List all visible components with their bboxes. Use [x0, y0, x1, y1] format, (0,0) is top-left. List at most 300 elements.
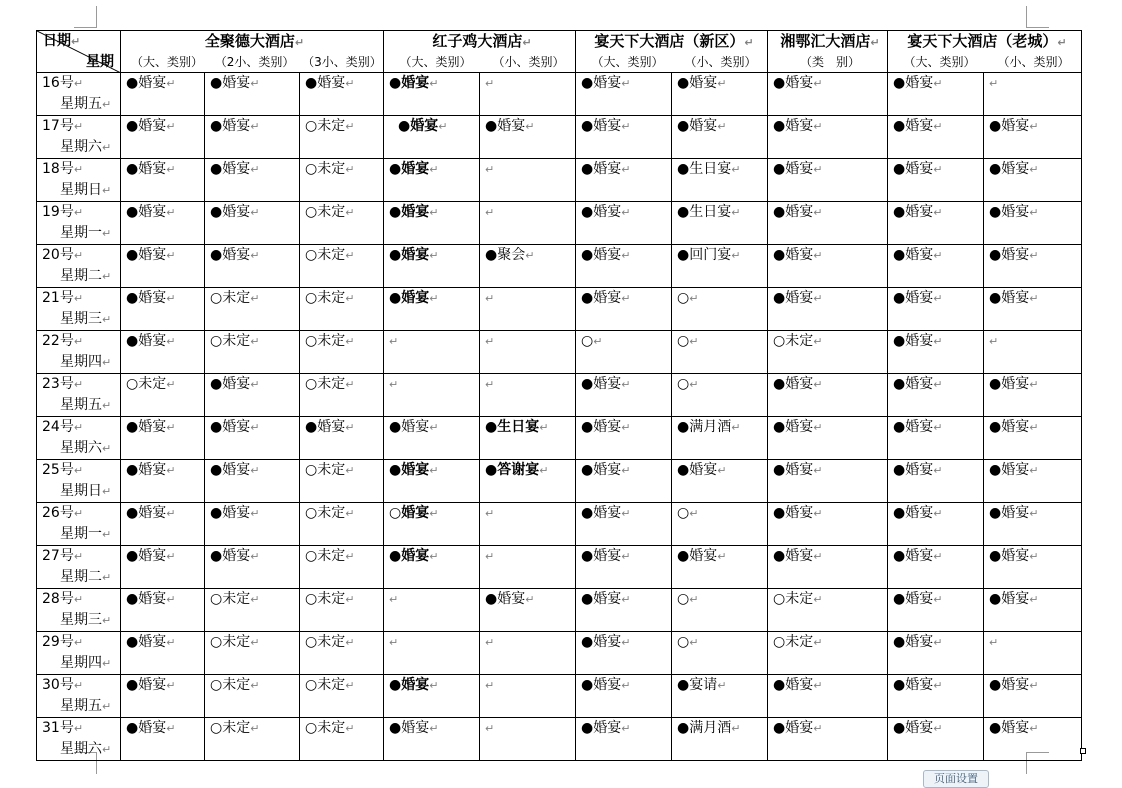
booking-cell	[121, 116, 205, 159]
paragraph-mark: ↵	[345, 292, 355, 305]
paragraph-mark: ↵	[1029, 292, 1039, 305]
booking-cell	[300, 288, 384, 331]
booking-cell	[768, 632, 888, 675]
banquet-schedule-table	[36, 30, 1082, 761]
table-row	[37, 73, 1082, 116]
paragraph-mark: ↵	[250, 507, 260, 520]
booking-cell	[205, 460, 300, 503]
day-number: 25号↵	[42, 462, 84, 478]
paragraph-mark: ↵	[717, 679, 727, 692]
booking-cell	[300, 73, 384, 116]
booking-cell	[480, 331, 576, 374]
booking-status: ●婚宴	[677, 75, 718, 91]
booking-cell	[300, 718, 384, 761]
paragraph-mark: ↵	[731, 206, 741, 219]
date-cell	[37, 288, 121, 331]
paragraph-mark: ↵	[429, 206, 439, 219]
booking-cell	[300, 202, 384, 245]
paragraph-mark: ↵	[1029, 507, 1039, 520]
paragraph-mark: ↵	[621, 679, 631, 692]
booking-status: ○未定	[210, 591, 251, 607]
booking-status: ●婚宴	[305, 419, 346, 435]
booking-status: ○	[677, 333, 690, 349]
booking-status: ●婚宴	[989, 161, 1030, 177]
day-number: 16号↵	[42, 75, 84, 91]
table-row	[37, 503, 1082, 546]
day-number: 23号↵	[42, 376, 84, 392]
table-row	[37, 202, 1082, 245]
table-row	[37, 288, 1082, 331]
booking-status: ●婚宴	[893, 720, 934, 736]
booking-status: ●婚宴	[581, 204, 622, 220]
paragraph-mark: ↵	[933, 206, 943, 219]
booking-status: ●婚宴	[210, 376, 251, 392]
venue-header-yantianxia-new	[576, 31, 768, 73]
booking-cell	[121, 460, 205, 503]
paragraph-mark: ↵	[689, 507, 699, 520]
crop-mark	[96, 6, 97, 28]
booking-status: ●婚宴	[893, 548, 934, 564]
paragraph-mark: ↵	[621, 722, 631, 735]
booking-cell	[205, 374, 300, 417]
booking-status: ●婚宴	[210, 462, 251, 478]
booking-status: ●婚宴	[210, 505, 251, 521]
booking-status: ●婚宴	[398, 118, 439, 134]
booking-status: ●婚宴	[210, 118, 251, 134]
booking-cell	[888, 632, 984, 675]
booking-status: ●婚宴	[989, 376, 1030, 392]
paragraph-mark: ↵	[250, 163, 260, 176]
booking-cell	[768, 546, 888, 589]
booking-status: ○	[677, 634, 690, 650]
venue-subheader: （大、类别）	[903, 55, 976, 69]
paragraph-mark: ↵	[345, 679, 355, 692]
booking-status: ●生日宴	[677, 161, 732, 177]
booking-cell	[888, 245, 984, 288]
booking-cell	[384, 73, 480, 116]
booking-cell	[121, 546, 205, 589]
booking-cell	[121, 331, 205, 374]
paragraph-mark: ↵	[717, 550, 727, 563]
table-row	[37, 589, 1082, 632]
paragraph-mark: ↵	[813, 636, 823, 649]
table-row	[37, 159, 1082, 202]
booking-cell	[984, 374, 1082, 417]
booking-status: ●婚宴	[989, 548, 1030, 564]
day-number: 29号↵	[42, 634, 84, 650]
paragraph-mark: ↵	[1029, 679, 1039, 692]
booking-status: ●婚宴	[126, 591, 167, 607]
paragraph-mark: ↵	[250, 636, 260, 649]
booking-cell	[576, 589, 672, 632]
booking-cell	[576, 159, 672, 202]
paragraph-mark: ↵	[933, 550, 943, 563]
booking-cell	[888, 460, 984, 503]
date-cell	[37, 374, 121, 417]
booking-cell	[205, 546, 300, 589]
date-label: 日期↵	[43, 33, 81, 49]
table-row	[37, 417, 1082, 460]
booking-status: ●宴请	[677, 677, 718, 693]
booking-cell	[984, 546, 1082, 589]
paragraph-mark: ↵	[485, 77, 495, 90]
weekday: 星期二↵	[60, 268, 112, 284]
paragraph-mark: ↵	[389, 636, 399, 649]
booking-status: ●婚宴	[773, 75, 814, 91]
booking-cell	[576, 288, 672, 331]
paragraph-mark: ↵	[539, 464, 549, 477]
booking-status: ●婚宴	[126, 720, 167, 736]
booking-status: ●满月酒	[677, 419, 732, 435]
booking-status: ●婚宴	[126, 505, 167, 521]
paragraph-mark: ↵	[250, 378, 260, 391]
booking-status: ●聚会	[485, 247, 526, 263]
booking-cell	[768, 73, 888, 116]
booking-cell	[888, 503, 984, 546]
paragraph-mark: ↵	[813, 464, 823, 477]
booking-cell	[984, 460, 1082, 503]
booking-status: ●婚宴	[126, 333, 167, 349]
booking-status: ●婚宴	[581, 720, 622, 736]
booking-status: ○未定	[773, 333, 814, 349]
paragraph-mark: ↵	[1029, 163, 1039, 176]
booking-cell	[300, 503, 384, 546]
paragraph-mark: ↵	[389, 593, 399, 606]
day-number: 24号↵	[42, 419, 84, 435]
paragraph-mark: ↵	[166, 550, 176, 563]
booking-cell	[672, 503, 768, 546]
table-row	[37, 245, 1082, 288]
booking-cell	[576, 374, 672, 417]
paragraph-mark: ↵	[345, 593, 355, 606]
day-number: 18号↵	[42, 161, 84, 177]
weekday: 星期三↵	[60, 311, 112, 327]
paragraph-mark: ↵	[166, 464, 176, 477]
paragraph-mark: ↵	[250, 421, 260, 434]
booking-cell	[672, 675, 768, 718]
paragraph-mark: ↵	[813, 77, 823, 90]
venue-subheader: （小、类别）	[492, 55, 565, 69]
paragraph-mark: ↵	[429, 679, 439, 692]
booking-cell	[984, 718, 1082, 761]
paragraph-mark: ↵	[1029, 206, 1039, 219]
booking-status: ○未定	[210, 333, 251, 349]
weekday: 星期五↵	[60, 397, 112, 413]
booking-cell	[672, 374, 768, 417]
weekday: 星期三↵	[60, 612, 112, 628]
day-number: 22号↵	[42, 333, 84, 349]
booking-status: ○未定	[773, 591, 814, 607]
booking-cell	[300, 331, 384, 374]
weekday: 星期五↵	[60, 698, 112, 714]
day-number: 17号↵	[42, 118, 84, 134]
paragraph-mark: ↵	[166, 421, 176, 434]
booking-status: ○未定	[305, 505, 346, 521]
booking-status: ○未定	[305, 634, 346, 650]
paragraph-mark: ↵	[485, 335, 495, 348]
booking-status: ●婚宴	[893, 634, 934, 650]
paragraph-mark: ↵	[1029, 550, 1039, 563]
date-cell	[37, 503, 121, 546]
date-cell	[37, 159, 121, 202]
booking-status: ●婚宴	[893, 376, 934, 392]
booking-cell	[480, 546, 576, 589]
booking-status: ●婚宴	[389, 75, 430, 91]
booking-status: ●婚宴	[389, 548, 430, 564]
paragraph-mark: ↵	[166, 77, 176, 90]
paragraph-mark: ↵	[813, 206, 823, 219]
booking-status: ●婚宴	[485, 591, 526, 607]
day-number: 27号↵	[42, 548, 84, 564]
paragraph-mark: ↵	[389, 335, 399, 348]
booking-cell	[984, 159, 1082, 202]
booking-cell	[480, 159, 576, 202]
paragraph-mark: ↵	[933, 679, 943, 692]
booking-status: ○未定	[305, 720, 346, 736]
booking-status: ○未定	[126, 376, 167, 392]
booking-status: ○	[677, 505, 690, 521]
booking-status: ○未定	[210, 290, 251, 306]
weekday: 星期六↵	[60, 139, 112, 155]
booking-cell	[384, 718, 480, 761]
table-resize-handle[interactable]	[1080, 748, 1086, 754]
weekday: 星期五↵	[60, 96, 112, 112]
booking-cell	[384, 331, 480, 374]
day-number: 28号↵	[42, 591, 84, 607]
booking-status: ●婚宴	[989, 247, 1030, 263]
booking-status: ○未定	[210, 634, 251, 650]
paragraph-mark: ↵	[166, 335, 176, 348]
date-cell	[37, 73, 121, 116]
paragraph-mark: ↵	[525, 593, 535, 606]
booking-cell	[576, 417, 672, 460]
booking-status: ●婚宴	[893, 118, 934, 134]
paragraph-mark: ↵	[485, 163, 495, 176]
booking-status: ●婚宴	[210, 419, 251, 435]
paragraph-mark: ↵	[250, 550, 260, 563]
paragraph-mark: ↵	[717, 464, 727, 477]
table-row	[37, 632, 1082, 675]
booking-cell	[205, 73, 300, 116]
paragraph-mark: ↵	[933, 77, 943, 90]
booking-cell	[984, 503, 1082, 546]
booking-status: ●婚宴	[989, 720, 1030, 736]
booking-cell	[576, 460, 672, 503]
paragraph-mark: ↵	[621, 636, 631, 649]
booking-cell	[984, 589, 1082, 632]
booking-cell	[121, 159, 205, 202]
booking-cell	[768, 718, 888, 761]
booking-cell	[205, 288, 300, 331]
booking-cell	[888, 675, 984, 718]
booking-status: ●婚宴	[126, 290, 167, 306]
booking-cell	[300, 159, 384, 202]
booking-cell	[480, 589, 576, 632]
paragraph-mark: ↵	[345, 507, 355, 520]
booking-status: ●满月酒	[677, 720, 732, 736]
booking-cell	[384, 546, 480, 589]
booking-status: ○	[677, 376, 690, 392]
booking-status: ●回门宴	[677, 247, 732, 263]
paragraph-mark: ↵	[485, 378, 495, 391]
crop-mark	[74, 27, 96, 28]
paragraph-mark: ↵	[1029, 464, 1039, 477]
paragraph-mark: ↵	[485, 507, 495, 520]
day-number: 21号↵	[42, 290, 84, 306]
booking-cell	[300, 460, 384, 503]
booking-status: ●婚宴	[581, 505, 622, 521]
paragraph-mark: ↵	[485, 679, 495, 692]
paragraph-mark: ↵	[731, 249, 741, 262]
booking-status: ●答谢宴	[485, 462, 540, 478]
paragraph-mark: ↵	[166, 593, 176, 606]
booking-status: ●婚宴	[126, 548, 167, 564]
booking-cell	[384, 202, 480, 245]
paragraph-mark: ↵	[485, 722, 495, 735]
day-number: 31号↵	[42, 720, 84, 736]
day-number: 19号↵	[42, 204, 84, 220]
booking-status: ○未定	[305, 462, 346, 478]
paragraph-mark: ↵	[621, 378, 631, 391]
paragraph-mark: ↵	[689, 378, 699, 391]
booking-cell	[984, 202, 1082, 245]
venue-header-quanjude	[121, 31, 384, 73]
booking-status: ●婚宴	[581, 419, 622, 435]
day-number: 26号↵	[42, 505, 84, 521]
paragraph-mark: ↵	[345, 163, 355, 176]
venue-name: 湘鄂汇大酒店↵	[780, 32, 880, 50]
booking-cell	[576, 718, 672, 761]
booking-status: ●婚宴	[893, 462, 934, 478]
paragraph-mark: ↵	[250, 77, 260, 90]
booking-status: ○未定	[305, 333, 346, 349]
booking-cell	[300, 374, 384, 417]
booking-status: ●婚宴	[677, 118, 718, 134]
booking-cell	[672, 202, 768, 245]
paragraph-mark: ↵	[813, 120, 823, 133]
booking-status: ●婚宴	[989, 290, 1030, 306]
venue-subheader: （2小、类别）	[214, 55, 295, 69]
booking-cell	[888, 116, 984, 159]
paragraph-mark: ↵	[1029, 378, 1039, 391]
booking-status: ●婚宴	[389, 161, 430, 177]
paragraph-mark: ↵	[429, 550, 439, 563]
booking-status: ●婚宴	[893, 204, 934, 220]
booking-status: ●婚宴	[773, 419, 814, 435]
booking-cell	[121, 374, 205, 417]
paragraph-mark: ↵	[345, 120, 355, 133]
booking-cell	[984, 417, 1082, 460]
booking-cell	[480, 718, 576, 761]
booking-status: ●婚宴	[126, 247, 167, 263]
paragraph-mark: ↵	[813, 593, 823, 606]
booking-cell	[480, 374, 576, 417]
booking-cell	[888, 718, 984, 761]
booking-cell	[768, 675, 888, 718]
paragraph-mark: ↵	[813, 292, 823, 305]
table-row	[37, 374, 1082, 417]
paragraph-mark: ↵	[166, 722, 176, 735]
booking-cell	[121, 202, 205, 245]
booking-cell	[300, 417, 384, 460]
booking-status: ●婚宴	[989, 462, 1030, 478]
paragraph-mark: ↵	[429, 507, 439, 520]
booking-cell	[205, 116, 300, 159]
booking-cell	[768, 116, 888, 159]
paragraph-mark: ↵	[731, 163, 741, 176]
paragraph-mark: ↵	[166, 378, 176, 391]
paragraph-mark: ↵	[989, 335, 999, 348]
booking-cell	[888, 374, 984, 417]
booking-cell	[984, 675, 1082, 718]
booking-cell	[888, 73, 984, 116]
booking-status: ●婚宴	[389, 462, 430, 478]
paragraph-mark: ↵	[166, 249, 176, 262]
booking-cell	[672, 331, 768, 374]
booking-cell	[121, 417, 205, 460]
booking-status: ●婚宴	[210, 161, 251, 177]
paragraph-mark: ↵	[689, 292, 699, 305]
paragraph-mark: ↵	[621, 163, 631, 176]
booking-status: ●婚宴	[773, 204, 814, 220]
date-cell	[37, 202, 121, 245]
booking-cell	[672, 460, 768, 503]
venue-header-xiangehui	[768, 31, 888, 73]
paragraph-mark: ↵	[438, 120, 448, 133]
booking-cell	[672, 116, 768, 159]
page-setup-button[interactable]: 页面设置	[923, 770, 989, 788]
paragraph-mark: ↵	[1029, 722, 1039, 735]
booking-status: ●婚宴	[989, 591, 1030, 607]
paragraph-mark: ↵	[813, 550, 823, 563]
paragraph-mark: ↵	[813, 722, 823, 735]
booking-status: ●婚宴	[893, 290, 934, 306]
weekday: 星期一↵	[60, 526, 112, 542]
paragraph-mark: ↵	[813, 421, 823, 434]
paragraph-mark: ↵	[166, 206, 176, 219]
booking-status: ●婚宴	[389, 419, 430, 435]
booking-cell	[480, 503, 576, 546]
paragraph-mark: ↵	[250, 335, 260, 348]
venue-name: 宴天下大酒店（新区）↵	[594, 32, 754, 50]
booking-cell	[205, 331, 300, 374]
booking-cell	[384, 632, 480, 675]
date-cell	[37, 718, 121, 761]
booking-status: ●婚宴	[126, 118, 167, 134]
booking-status: ●婚宴	[893, 505, 934, 521]
booking-cell	[576, 546, 672, 589]
booking-status: ●婚宴	[305, 75, 346, 91]
venue-subheader: （大、类别）	[131, 55, 204, 69]
booking-cell	[121, 675, 205, 718]
paragraph-mark: ↵	[933, 249, 943, 262]
booking-status: ●婚宴	[893, 677, 934, 693]
booking-cell	[672, 245, 768, 288]
booking-status: ●婚宴	[773, 290, 814, 306]
paragraph-mark: ↵	[989, 77, 999, 90]
venue-subheader: （小、类别）	[684, 55, 757, 69]
booking-cell	[768, 374, 888, 417]
paragraph-mark: ↵	[933, 335, 943, 348]
venue-subheader: （大、类别）	[399, 55, 472, 69]
booking-status: ○	[677, 290, 690, 306]
crop-mark	[1027, 27, 1049, 28]
paragraph-mark: ↵	[933, 722, 943, 735]
paragraph-mark: ↵	[731, 722, 741, 735]
paragraph-mark: ↵	[1029, 249, 1039, 262]
booking-status: ○婚宴	[389, 505, 430, 521]
venue-subheader: （3小、类别）	[302, 55, 382, 69]
